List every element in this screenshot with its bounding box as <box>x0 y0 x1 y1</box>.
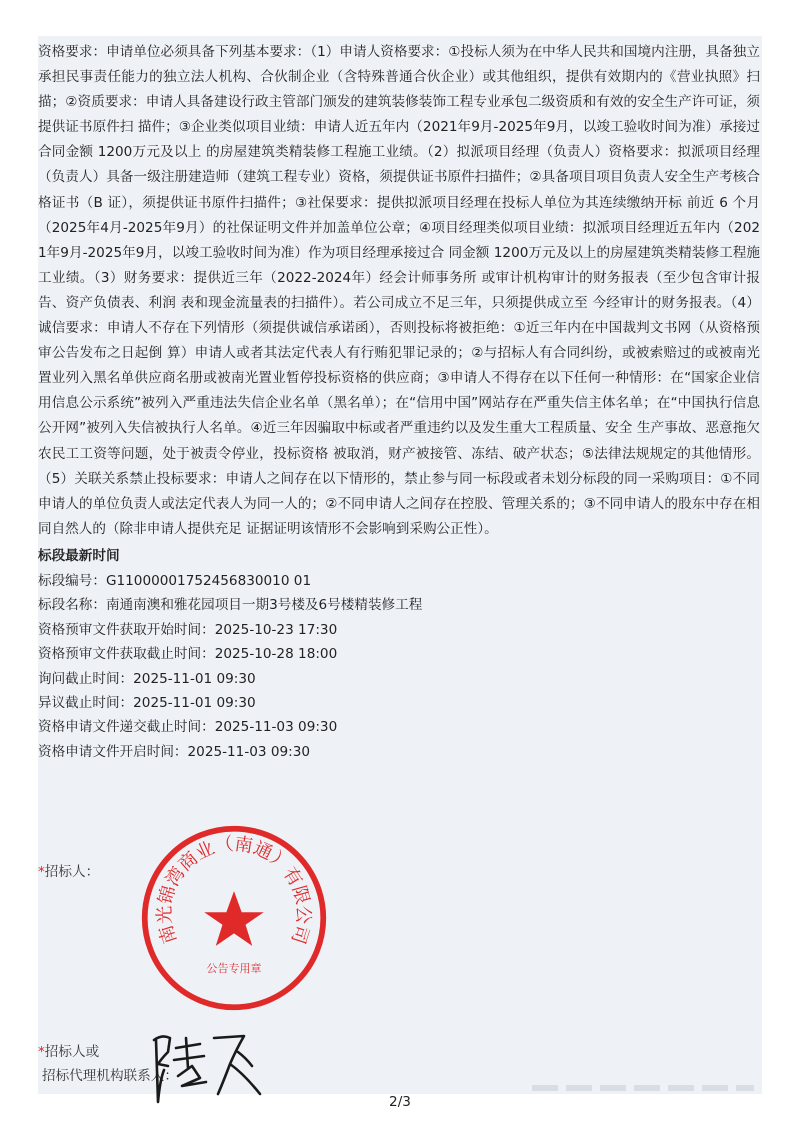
field-value: G11000001752456830010 01 <box>105 572 312 589</box>
required-asterisk: * <box>38 864 45 880</box>
seal-star-icon <box>204 891 264 946</box>
footer-faint-text <box>532 1085 754 1091</box>
required-asterisk: * <box>38 1044 45 1060</box>
field-value: 2025-11-01 09:30 <box>133 694 256 711</box>
field-label: 标段名称： <box>38 597 106 614</box>
field-value: 南通南澳和雅花园项目一期3号楼及6号楼精装修工程 <box>105 597 423 614</box>
field-label: 资格申请文件开启时间： <box>38 743 188 760</box>
field-row <box>38 691 760 715</box>
page-number: 2/3 <box>389 1094 411 1110</box>
seal-arc-text: 南光锦湾商业（南通）有限公司 <box>154 833 314 947</box>
contact-label-line1: 招标人或 <box>44 1044 100 1060</box>
field-value: 2025-10-23 17:30 <box>214 621 338 638</box>
field-label: 询问截止时间： <box>38 670 134 687</box>
document-body <box>38 40 760 764</box>
tenderer-label-text: 招标人： <box>44 864 100 880</box>
field-value: 2025-11-03 09:30 <box>214 719 338 736</box>
tenderer-label <box>38 860 99 884</box>
field-row <box>38 740 760 764</box>
contact-label-line2: 招标代理机构联系人： <box>42 1068 178 1084</box>
section-title: 标段最新时间 <box>38 547 120 564</box>
field-label: 资格预审文件获取开始时间： <box>38 621 215 638</box>
field-row <box>38 715 760 739</box>
field-list <box>38 569 760 764</box>
field-row <box>38 642 760 666</box>
field-label: 资格申请文件递交截止时间： <box>38 719 215 736</box>
field-label: 标段编号： <box>38 572 106 589</box>
field-label: 异议截止时间： <box>38 694 134 711</box>
company-seal <box>138 822 330 1014</box>
field-value: 2025-10-28 18:00 <box>214 646 338 663</box>
field-row <box>38 618 760 642</box>
field-row <box>38 569 760 593</box>
field-value: 2025-11-03 09:30 <box>187 743 311 760</box>
field-row <box>38 593 760 617</box>
qualification-requirements: 资格要求：申请单位必须具备下列基本要求：（1）申请人资格要求：①投标人须为在中华人民共和国境内注册，具备独立承担民事责任能力的独立法人机构、合伙制企业（含特殊普通合伙企业）或其他组织，提供有效期内的《营业执照》扫描；②资质要求：申请人具备建设行政主管部门颁发的建筑装修装饰工程专业承包二级资质和有效的安全生产许可证，须提供证书原件扫 描件；③企业类似项目业绩：申请人近五年内（2021年9月-2025年9月，以竣工验收时间为准）承接过合同金额 1200万元及以上 的房屋建筑类精装修工程施工业绩。（2）拟派项目经理（负责人）资格要求：拟派项目经理（负责人）具备一级注册建造师（建筑工程专业）资格，须提供证书原件扫描件；②具备项目项目负责人安全生产考核合格证书（B 证），须提供证书原件扫描件；③社保要求：提供拟派项目经理在投标人单位为其连续缴纳开标 前近 6 个月（2025年4月-2025年9月）的社保证明文件并加盖单位公章；④项目经理类似项目业绩：拟派项目经理近五年内（2021年9月-2025年9月，以竣工验收时间为准）作为项目经理承接过合 同金额 1200万元及以上的房屋建筑类精装修工程施工业绩。（3）财务要求：提供近三年（2022-2024年）经会计师事务所 或审计机构审计的财务报表（至少包含审计报告、资产负债表、利润 表和现金流量表的扫描件）。若公司成立不足三年，只须提供成立至 今经审计的财务报表。（4）诚信要求：申请人不存在下列情形（须提供诚信承诺函），否则投标将被拒绝：①近三年内在中国裁判文书网（从资格预审公告发布之日起倒 算）申请人或者其法定代表人有行贿犯罪记录的；②与招标人有合同纠纷，或被索赔过的或被南光置业列入黑名单供应商名册或被南光置业暂停投标资格的供应商；③申请人不得存在以下任何一种情形：在“国家企业信用信息公示系统”被列入严重违法失信企业名单（黑名单）；在“信用中国”网站存在严重失信主体名单；在“中国执行信息公开网”被列入失信被执行人名单。④近三年因骗取中标或者严重违约以及发生重大工程质量、安全 生产事故、恶意拖欠农民工工资等问题，处于被责令停业，投标资格 被取消，财产被接管、冻结、破产状态；⑤法律法规规定的其他情形。（5）关联关系禁止投标要求：申请人之间存在以下情形的，禁止参与同一标段或者未划分标段的同一采购项目：①不同申请人的单位负责人或法定代表人为同一人的；②不同申请人之间存在控股、管理关系的；③不同申请人的股东中存在相同自然人的（除非申请人提供充足 证据证明该情形不会影响到采购公正性）。 <box>38 44 760 537</box>
field-label: 资格预审文件获取截止时间： <box>38 646 215 663</box>
field-value: 2025-11-01 09:30 <box>133 670 256 687</box>
seal-bottom-text: 公告专用章 <box>206 961 262 975</box>
field-row <box>38 667 760 691</box>
